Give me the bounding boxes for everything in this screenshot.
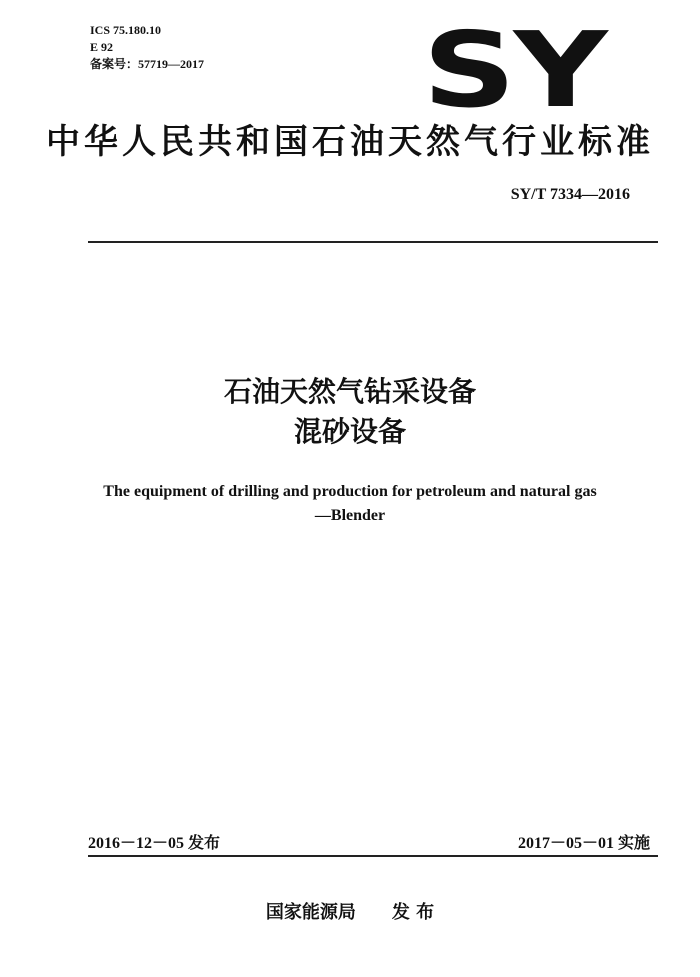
category-code: E 92 xyxy=(90,40,114,54)
issue-date: 2016－12－05 xyxy=(88,835,185,852)
chinese-title xyxy=(0,372,700,452)
english-title-line1: The equipment of drilling and production for petroleum and natural gas xyxy=(103,483,597,500)
chinese-title-line2: 混砂设备 xyxy=(293,415,406,448)
standard-code: SY/T 7334—2016 xyxy=(510,186,630,203)
bottom-divider xyxy=(88,855,658,857)
publisher-name: 国家能源局 xyxy=(265,902,356,923)
record-number: 备案号：57719—2017 xyxy=(90,57,205,71)
publisher-line xyxy=(0,898,700,924)
issue-date-block xyxy=(88,830,220,853)
document-metadata xyxy=(90,22,204,73)
ics-code: ICS 75.180.10 xyxy=(90,23,162,37)
english-title-line2: —Blender xyxy=(314,507,386,524)
publisher-action: 发 布 xyxy=(391,902,435,923)
english-title xyxy=(0,480,700,528)
effective-date-block xyxy=(518,830,650,853)
standard-title: 中华人民共和国石油天然气行业标准 xyxy=(46,122,654,162)
issue-label: 发布 xyxy=(188,833,221,852)
effective-label: 实施 xyxy=(617,833,650,852)
sy-logo: SY xyxy=(422,9,605,131)
chinese-title-line1: 石油天然气钻采设备 xyxy=(223,375,476,408)
effective-date: 2017－05－01 xyxy=(517,835,614,852)
top-divider xyxy=(88,241,658,243)
